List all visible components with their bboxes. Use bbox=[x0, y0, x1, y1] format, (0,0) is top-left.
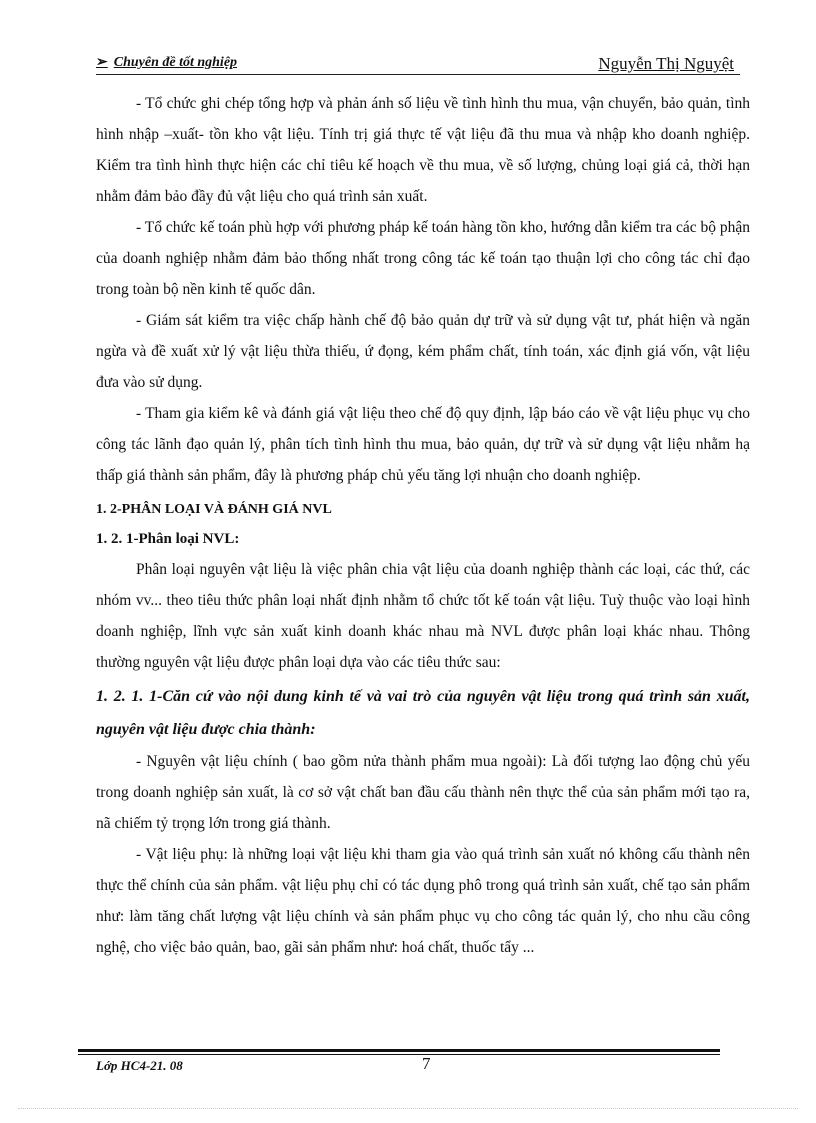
paragraph-2: - Tổ chức kế toán phù hợp với phương pháp kế toán hàng tồn kho, hướng dẫn kiểm tra các bộ phận của doanh nghiệp nhằm đảm bảo thống nhất trong công tác kế toán tạo thuận lợi cho công tác chỉ đạo trong toàn bộ nền kinh tế quốc dân. bbox=[96, 219, 750, 298]
paragraph-1: - Tổ chức ghi chép tổng hợp và phản ánh số liệu về tình hình thu mua, vận chuyển, bảo quản, tình hình nhập –xuất- tồn kho vật liệu. Tính trị giá thực tế vật liệu đã thu mua và nhập kho doanh nghiệp. Kiểm tra tình hình thực hiện các chỉ tiêu kế hoạch về thu mua, về số lượng, chủng loại giá cả, thời hạn nhằm đảm bảo đầy đủ vật liệu cho quá trình sản xuất. bbox=[96, 95, 750, 205]
author-name: Nguyễn Thị Nguyệt bbox=[598, 54, 734, 73]
page-edge bbox=[18, 1108, 798, 1109]
subsection-heading: 1. 2. 1-Phân loại NVL: bbox=[96, 531, 240, 547]
footer-divider-thin bbox=[78, 1054, 720, 1055]
page-body bbox=[96, 88, 750, 963]
paragraph-7: - Vật liệu phụ: là những loại vật liệu khi tham gia vào quá trình sản xuất nó không cấu thành nên thực thể chính của sản phẩm. vật liệu phụ chỉ có tác dụng phô trong quá trình sản xuất, chế tạo sản phẩm như: làm tăng chất lượng vật liệu chính và sản phẩm phục vụ cho công tác quản lý, cho nhu cầu công nghệ, cho việc bảo quản, bao, gãi sản phẩm như: hoá chất, thuốc tẩy ... bbox=[96, 846, 750, 956]
paragraph-3: - Giám sát kiểm tra việc chấp hành chế độ bảo quản dự trữ và sử dụng vật tư, phát hiện và ngăn ngừa và đề xuất xử lý vật liệu thừa thiếu, ứ đọng, kém phẩm chất, tính toán, xác định giá vốn, vật liệu đưa vào sử dụng. bbox=[96, 312, 750, 391]
paragraph-4: - Tham gia kiểm kê và đánh giá vật liệu theo chế độ quy định, lập báo cáo về vật liệu phục vụ cho công tác lãnh đạo quản lý, phân tích tình hình thu mua, bảo quản, dự trữ và sử dụng vật liệu nhằm hạ thấp giá thành sản phẩm, đây là phương pháp chủ yếu tăng lợi nhuận cho doanh nghiệp. bbox=[96, 405, 750, 484]
paragraph-6: - Nguyên vật liệu chính ( bao gồm nửa thành phẩm mua ngoài): Là đối tượng lao động chủ yếu trong doanh nghiệp sản xuất, là cơ sở vật chất ban đầu cấu thành nên thực thể của sản phẩm mới tạo ra, nã chiếm tỷ trọng lớn trong giá thành. bbox=[96, 753, 750, 832]
header-left bbox=[96, 54, 237, 71]
document-title: Chuyên đề tốt nghiệp bbox=[113, 55, 238, 70]
paragraph-5: Phân loại nguyên vật liệu là việc phân chia vật liệu của doanh nghiệp thành các loại, các thứ, các nhóm vv... theo tiêu thức phân loại nhất định nhằm tổ chức tốt kế toán vật liệu. Tuỳ thuộc vào loại hình doanh nghiệp, lĩnh vực sản xuất kinh doanh khác nhau mà NVL được phân loại khác nhau. Thông thường nguyên vật liệu được phân loại dựa vào các tiêu thức sau: bbox=[96, 561, 750, 671]
page-number: 7 bbox=[422, 1054, 431, 1073]
footer-class-label: Lớp HC4-21. 08 bbox=[96, 1058, 183, 1073]
subsubsection-heading: 1. 2. 1. 1-Căn cứ vào nội dung kinh tế và vai trò của nguyên vật liệu trong quá trình sản xuất, nguyên vật liệu được chia thành: bbox=[96, 688, 750, 738]
footer-divider-thick bbox=[78, 1049, 720, 1052]
arrow-bullet-icon: ➢ bbox=[96, 55, 108, 70]
header-divider bbox=[96, 74, 740, 75]
page-header bbox=[96, 54, 740, 76]
section-heading: 1. 2-PHÂN LOẠI VÀ ĐÁNH GIÁ NVL bbox=[96, 502, 332, 517]
